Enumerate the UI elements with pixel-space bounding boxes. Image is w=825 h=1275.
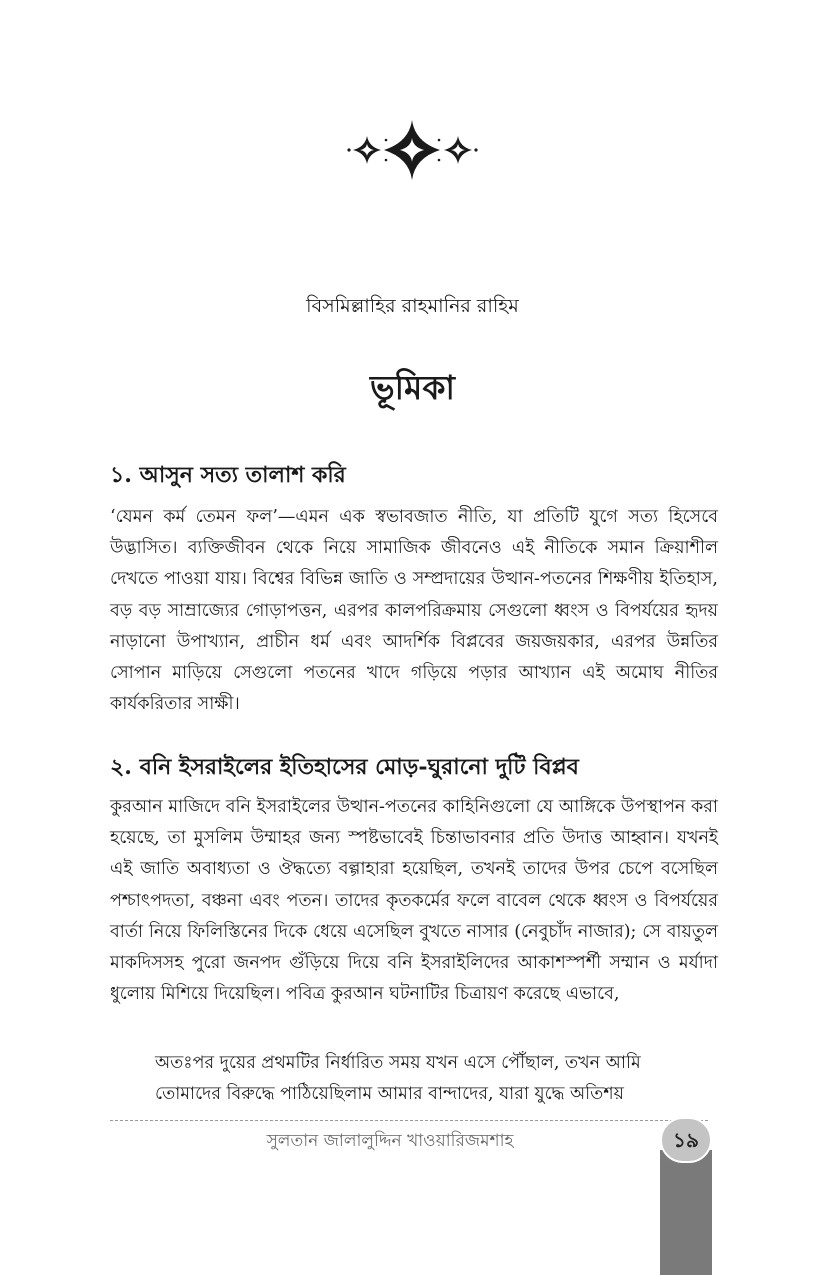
section-2-heading: ২. বনি ইসরাইলের ইতিহাসের মোড়-ঘুরানো দুটি বিপ্লব [110,754,579,780]
page-title: ভূমিকা [369,368,455,407]
footer-divider [110,1120,708,1121]
sparkle-diamond-ornament-icon [345,118,480,182]
quote-line-1: অতঃপর দুয়ের প্রথমটির নির্ধারিত সময় যখন এসে পৌঁছাল, তখন আমি [155,1053,641,1073]
section-2-paragraph: কুরআন মাজিদে বনি ইসরাইলের উত্থান-পতনের কাহিনিগুলো যে আঙ্গিকে উপস্থাপন করা হয়েছে, তা মুসলিম উম্মাহর জন্য স্পষ্টভাবেই চিন্তাভাবনার প্রতি উদাত্ত আহ্বান। যখনই এই জাতি অবাধ্যতা ও ঔদ্ধত্যে বল্গাহারা হয়েছিল, তখনই তাদের উপর চেপে বসেছিল পশ্চাৎপদতা, বঞ্চনা এবং পতন। তাদের কৃতকর্মের ফলে বাবেল থেকে ধ্বংস ও বিপর্যয়ের বার্তা নিয়ে ফিলিস্তিনের দিকে ধেয়ে এসেছিল বুখতে নাসার (নেবুচাঁদ নাজার); সে বায়তুল মাকদিসসহ পুরো জনপদ গুঁড়িয়ে দিয়ে বনি ইসরাইলিদের আকাশস্পর্শী সম্মান ও মর্যাদা ধুলোয় মিশিয়ে দিয়েছিল। পবিত্র কুরআন ঘটনাটির চিত্রায়ণ করেছে এভাবে, [110,797,718,1005]
quran-quote [155,1048,675,1110]
page-number-badge: ১৯ [660,1117,712,1163]
footer-book-title: সুলতান জালালুদ্দিন খাওয়ারিজমশাহ [266,1131,514,1151]
bismillah-line: বিসমিল্লাহির রাহমানির রাহিম [306,295,519,317]
section-1-heading: ১. আসুন সত্য তালাশ করি [110,462,346,488]
page-edge-tab [660,1150,712,1275]
quote-line-2: তোমাদের বিরুদ্ধে পাঠিয়েছিলাম আমার বান্দাদের, যারা যুদ্ধে অতিশয় [155,1084,624,1104]
section-1-paragraph: ‘যেমন কর্ম তেমন ফল’—এমন এক স্বভাবজাত নীতি, যা প্রতিটি যুগে সত্য হিসেবে উদ্ভাসিত। ব্যক্তিজীবন থেকে নিয়ে সামাজিক জীবনেও এই নীতিকে সমান ক্রিয়াশীল দেখতে পাওয়া যায়। বিশ্বের বিভিন্ন জাতি ও সম্প্রদায়ের উত্থান-পতনের শিক্ষণীয় ইতিহাস, বড় বড় সাম্রাজ্যের গোড়াপত্তন, এরপর কালপরিক্রমায় সেগুলো ধ্বংস ও বিপর্যয়ের হৃদয় নাড়ানো উপাখ্যান, প্রাচীন ধর্ম এবং আদর্শিক বিপ্লবের জয়জয়কার, এরপর উন্নতির সোপান মাড়িয়ে সেগুলো পতনের খাদে গড়িয়ে পড়ার আখ্যান এই অমোঘ নীতির কার্যকরিতার সাক্ষী। [110,507,718,715]
